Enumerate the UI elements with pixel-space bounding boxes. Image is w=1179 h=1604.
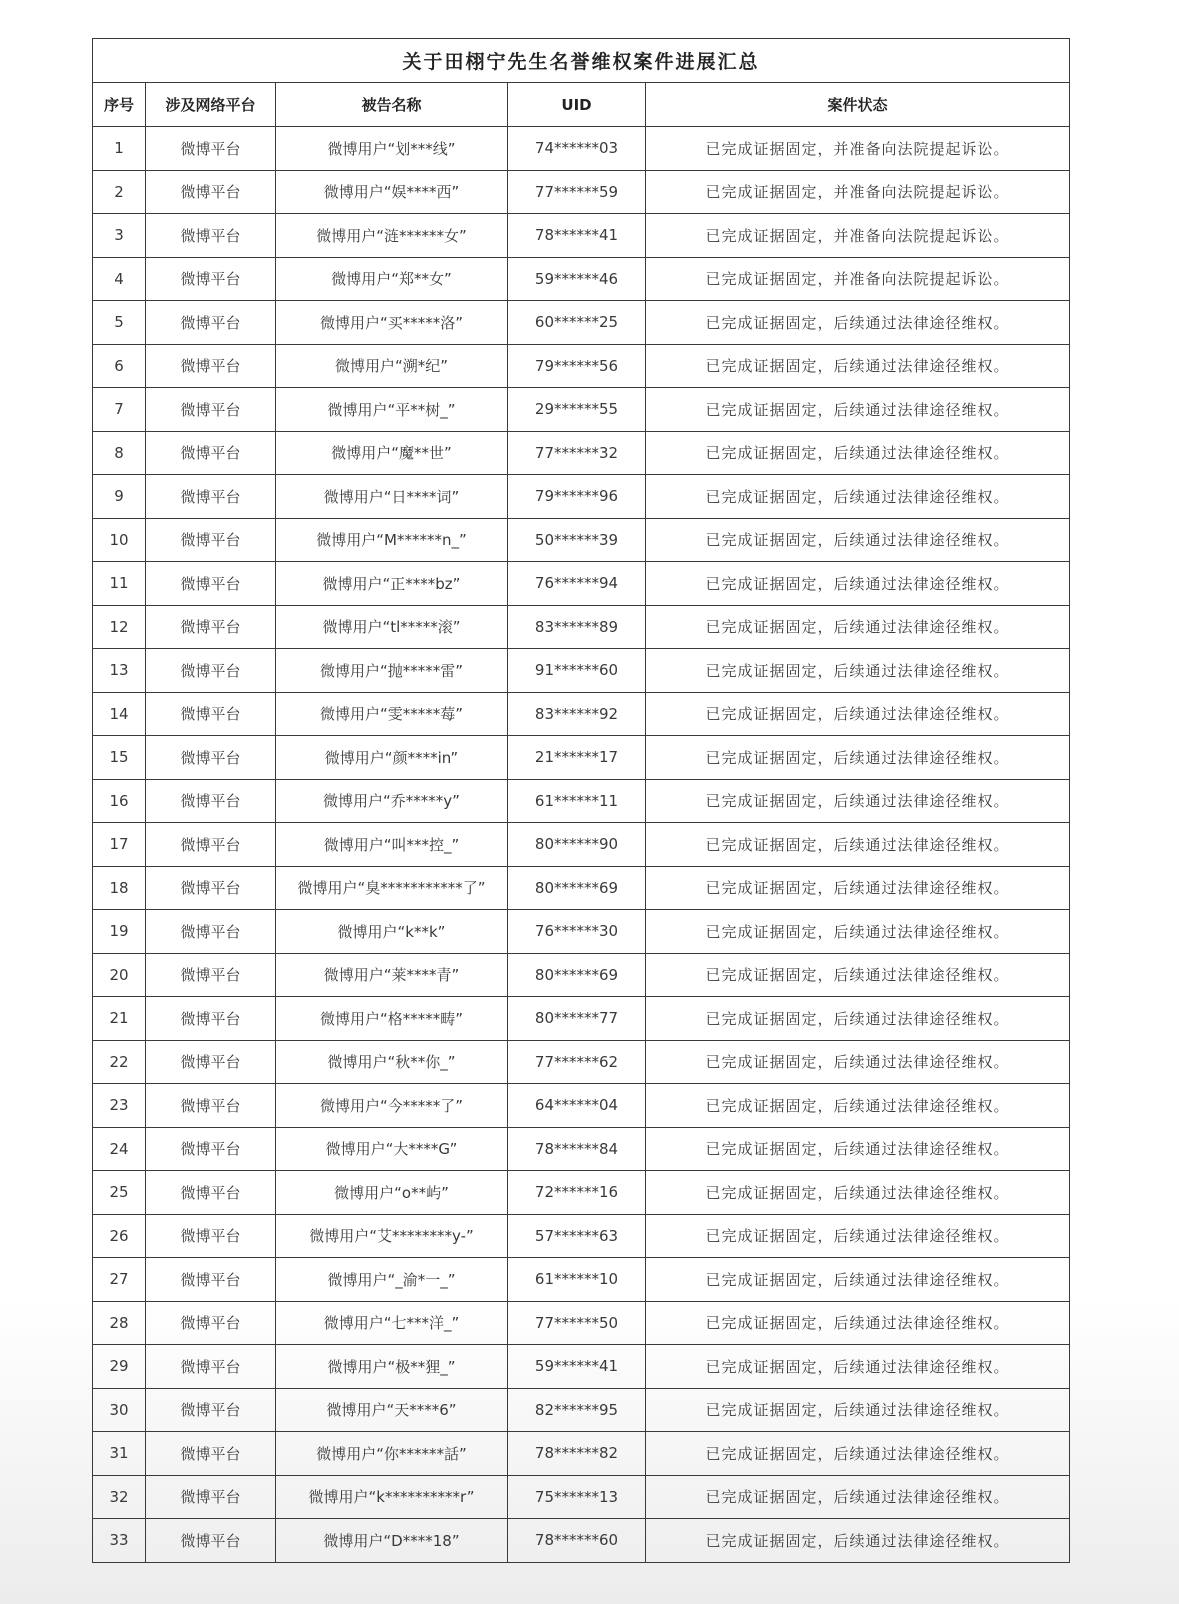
column-header-status: 案件状态: [646, 83, 1070, 127]
table-row: [93, 1084, 1070, 1128]
cell-platform: 微博平台: [146, 953, 276, 997]
cell-uid: 78******60: [508, 1519, 646, 1563]
cell-platform: 微博平台: [146, 388, 276, 432]
cell-platform: 微博平台: [146, 344, 276, 388]
cell-uid: 74******03: [508, 127, 646, 171]
cell-uid: 57******63: [508, 1214, 646, 1258]
cell-status: 已完成证据固定，后续通过法律途径维权。: [646, 518, 1070, 562]
cell-status: 已完成证据固定，后续通过法律途径维权。: [646, 1345, 1070, 1389]
cell-index: 23: [93, 1084, 146, 1128]
table-row: [93, 823, 1070, 867]
cell-platform: 微博平台: [146, 1214, 276, 1258]
cell-status: 已完成证据固定，并准备向法院提起诉讼。: [646, 257, 1070, 301]
cell-index: 20: [93, 953, 146, 997]
cell-status: 已完成证据固定，后续通过法律途径维权。: [646, 1084, 1070, 1128]
case-summary-table: [92, 38, 1070, 1563]
cell-index: 9: [93, 475, 146, 519]
cell-index: 26: [93, 1214, 146, 1258]
table-row: [93, 257, 1070, 301]
cell-defendant: 微博用户“叫***控_”: [276, 823, 508, 867]
cell-defendant: 微博用户“k**k”: [276, 910, 508, 954]
cell-platform: 微博平台: [146, 1301, 276, 1345]
cell-index: 16: [93, 779, 146, 823]
cell-platform: 微博平台: [146, 214, 276, 258]
cell-status: 已完成证据固定，后续通过法律途径维权。: [646, 475, 1070, 519]
table-row: [93, 431, 1070, 475]
cell-index: 13: [93, 649, 146, 693]
table-row: [93, 997, 1070, 1041]
cell-status: 已完成证据固定，并准备向法院提起诉讼。: [646, 170, 1070, 214]
cell-platform: 微博平台: [146, 823, 276, 867]
cell-status: 已完成证据固定，后续通过法律途径维权。: [646, 997, 1070, 1041]
cell-uid: 59******46: [508, 257, 646, 301]
cell-defendant: 微博用户“抛*****雷”: [276, 649, 508, 693]
cell-status: 已完成证据固定，后续通过法律途径维权。: [646, 910, 1070, 954]
cell-uid: 91******60: [508, 649, 646, 693]
cell-defendant: 微博用户“D****18”: [276, 1519, 508, 1563]
cell-index: 12: [93, 605, 146, 649]
cell-index: 4: [93, 257, 146, 301]
cell-defendant: 微博用户“_渝*一_”: [276, 1258, 508, 1302]
cell-uid: 78******82: [508, 1432, 646, 1476]
cell-uid: 76******30: [508, 910, 646, 954]
cell-platform: 微博平台: [146, 910, 276, 954]
cell-index: 11: [93, 562, 146, 606]
cell-defendant: 微博用户“天****6”: [276, 1388, 508, 1432]
cell-uid: 72******16: [508, 1171, 646, 1215]
cell-status: 已完成证据固定，后续通过法律途径维权。: [646, 301, 1070, 345]
cell-uid: 77******62: [508, 1040, 646, 1084]
cell-platform: 微博平台: [146, 562, 276, 606]
cell-defendant: 微博用户“你******話”: [276, 1432, 508, 1476]
cell-index: 10: [93, 518, 146, 562]
cell-platform: 微博平台: [146, 1432, 276, 1476]
cell-uid: 79******96: [508, 475, 646, 519]
cell-index: 7: [93, 388, 146, 432]
table-row: [93, 605, 1070, 649]
cell-status: 已完成证据固定，后续通过法律途径维权。: [646, 1301, 1070, 1345]
cell-index: 28: [93, 1301, 146, 1345]
table-row: [93, 779, 1070, 823]
table-row: [93, 953, 1070, 997]
cell-defendant: 微博用户“秋**你_”: [276, 1040, 508, 1084]
cell-index: 27: [93, 1258, 146, 1302]
cell-uid: 76******94: [508, 562, 646, 606]
table-row: [93, 475, 1070, 519]
cell-defendant: 微博用户“艾********y-”: [276, 1214, 508, 1258]
cell-platform: 微博平台: [146, 736, 276, 780]
cell-platform: 微博平台: [146, 518, 276, 562]
cell-index: 22: [93, 1040, 146, 1084]
cell-status: 已完成证据固定，后续通过法律途径维权。: [646, 823, 1070, 867]
cell-defendant: 微博用户“娱****西”: [276, 170, 508, 214]
table-row: [93, 301, 1070, 345]
table-row: [93, 736, 1070, 780]
cell-platform: 微博平台: [146, 649, 276, 693]
cell-index: 19: [93, 910, 146, 954]
cell-defendant: 微博用户“k**********r”: [276, 1475, 508, 1519]
cell-index: 33: [93, 1519, 146, 1563]
cell-status: 已完成证据固定，后续通过法律途径维权。: [646, 692, 1070, 736]
column-header-uid: UID: [508, 83, 646, 127]
cell-uid: 61******10: [508, 1258, 646, 1302]
cell-defendant: 微博用户“溯*纪”: [276, 344, 508, 388]
cell-platform: 微博平台: [146, 692, 276, 736]
document-title: 关于田栩宁先生名誉维权案件进展汇总: [93, 39, 1070, 83]
cell-defendant: 微博用户“格*****畴”: [276, 997, 508, 1041]
table-row: [93, 214, 1070, 258]
column-header-defendant: 被告名称: [276, 83, 508, 127]
cell-index: 8: [93, 431, 146, 475]
cell-platform: 微博平台: [146, 257, 276, 301]
cell-status: 已完成证据固定，后续通过法律途径维权。: [646, 562, 1070, 606]
cell-uid: 50******39: [508, 518, 646, 562]
cell-uid: 75******13: [508, 1475, 646, 1519]
cell-index: 6: [93, 344, 146, 388]
cell-uid: 79******56: [508, 344, 646, 388]
table-row: [93, 1301, 1070, 1345]
cell-uid: 61******11: [508, 779, 646, 823]
table-row: [93, 910, 1070, 954]
cell-defendant: 微博用户“魔**世”: [276, 431, 508, 475]
cell-status: 已完成证据固定，后续通过法律途径维权。: [646, 1432, 1070, 1476]
cell-uid: 78******84: [508, 1127, 646, 1171]
title-row: [93, 39, 1070, 83]
table-row: [93, 1258, 1070, 1302]
cell-status: 已完成证据固定，后续通过法律途径维权。: [646, 1258, 1070, 1302]
table-row: [93, 1475, 1070, 1519]
cell-uid: 80******90: [508, 823, 646, 867]
cell-index: 21: [93, 997, 146, 1041]
table-row: [93, 1345, 1070, 1389]
cell-defendant: 微博用户“正****bz”: [276, 562, 508, 606]
cell-index: 24: [93, 1127, 146, 1171]
cell-platform: 微博平台: [146, 127, 276, 171]
cell-defendant: 微博用户“莱****青”: [276, 953, 508, 997]
cell-defendant: 微博用户“划***线”: [276, 127, 508, 171]
cell-index: 18: [93, 866, 146, 910]
column-header-platform: 涉及网络平台: [146, 83, 276, 127]
cell-defendant: 微博用户“今*****了”: [276, 1084, 508, 1128]
table-row: [93, 692, 1070, 736]
cell-index: 1: [93, 127, 146, 171]
cell-platform: 微博平台: [146, 866, 276, 910]
cell-status: 已完成证据固定，后续通过法律途径维权。: [646, 1040, 1070, 1084]
table-row: [93, 388, 1070, 432]
cell-uid: 77******50: [508, 1301, 646, 1345]
cell-defendant: 微博用户“乔*****y”: [276, 779, 508, 823]
table-row: [93, 170, 1070, 214]
column-header-index: 序号: [93, 83, 146, 127]
cell-platform: 微博平台: [146, 475, 276, 519]
cell-uid: 83******92: [508, 692, 646, 736]
cell-index: 31: [93, 1432, 146, 1476]
cell-uid: 29******55: [508, 388, 646, 432]
cell-platform: 微博平台: [146, 1475, 276, 1519]
cell-defendant: 微博用户“平**树_”: [276, 388, 508, 432]
cell-index: 25: [93, 1171, 146, 1215]
cell-defendant: 微博用户“臭***********了”: [276, 866, 508, 910]
cell-status: 已完成证据固定，后续通过法律途径维权。: [646, 866, 1070, 910]
cell-status: 已完成证据固定，后续通过法律途径维权。: [646, 388, 1070, 432]
cell-uid: 60******25: [508, 301, 646, 345]
cell-index: 17: [93, 823, 146, 867]
cell-uid: 64******04: [508, 1084, 646, 1128]
cell-index: 3: [93, 214, 146, 258]
table-body: [93, 127, 1070, 1563]
cell-index: 30: [93, 1388, 146, 1432]
cell-status: 已完成证据固定，并准备向法院提起诉讼。: [646, 214, 1070, 258]
cell-uid: 80******69: [508, 953, 646, 997]
cell-platform: 微博平台: [146, 431, 276, 475]
cell-defendant: 微博用户“七***洋_”: [276, 1301, 508, 1345]
cell-platform: 微博平台: [146, 1258, 276, 1302]
cell-defendant: 微博用户“郑**女”: [276, 257, 508, 301]
cell-status: 已完成证据固定，后续通过法律途径维权。: [646, 736, 1070, 780]
cell-status: 已完成证据固定，后续通过法律途径维权。: [646, 1475, 1070, 1519]
cell-index: 5: [93, 301, 146, 345]
table-row: [93, 127, 1070, 171]
cell-uid: 83******89: [508, 605, 646, 649]
cell-status: 已完成证据固定，后续通过法律途径维权。: [646, 1519, 1070, 1563]
table-row: [93, 518, 1070, 562]
table-row: [93, 649, 1070, 693]
cell-defendant: 微博用户“tl*****滚”: [276, 605, 508, 649]
cell-index: 29: [93, 1345, 146, 1389]
table-row: [93, 1214, 1070, 1258]
table-row: [93, 562, 1070, 606]
cell-platform: 微博平台: [146, 1127, 276, 1171]
cell-platform: 微博平台: [146, 605, 276, 649]
cell-status: 已完成证据固定，后续通过法律途径维权。: [646, 779, 1070, 823]
cell-platform: 微博平台: [146, 1171, 276, 1215]
cell-defendant: 微博用户“o**屿”: [276, 1171, 508, 1215]
cell-status: 已完成证据固定，后续通过法律途径维权。: [646, 1171, 1070, 1215]
cell-uid: 82******95: [508, 1388, 646, 1432]
cell-platform: 微博平台: [146, 997, 276, 1041]
cell-index: 2: [93, 170, 146, 214]
table-row: [93, 1519, 1070, 1563]
cell-status: 已完成证据固定，后续通过法律途径维权。: [646, 344, 1070, 388]
table-row: [93, 866, 1070, 910]
table-row: [93, 1127, 1070, 1171]
cell-uid: 78******41: [508, 214, 646, 258]
cell-status: 已完成证据固定，后续通过法律途径维权。: [646, 1214, 1070, 1258]
cell-platform: 微博平台: [146, 301, 276, 345]
cell-status: 已完成证据固定，后续通过法律途径维权。: [646, 1127, 1070, 1171]
cell-platform: 微博平台: [146, 1345, 276, 1389]
cell-index: 15: [93, 736, 146, 780]
table-row: [93, 1432, 1070, 1476]
cell-index: 32: [93, 1475, 146, 1519]
cell-uid: 80******69: [508, 866, 646, 910]
cell-uid: 80******77: [508, 997, 646, 1041]
cell-defendant: 微博用户“M******n_”: [276, 518, 508, 562]
cell-defendant: 微博用户“雯*****莓”: [276, 692, 508, 736]
cell-uid: 77******32: [508, 431, 646, 475]
cell-status: 已完成证据固定，后续通过法律途径维权。: [646, 431, 1070, 475]
cell-status: 已完成证据固定，并准备向法院提起诉讼。: [646, 127, 1070, 171]
table-row: [93, 1040, 1070, 1084]
cell-platform: 微博平台: [146, 779, 276, 823]
cell-platform: 微博平台: [146, 1519, 276, 1563]
cell-platform: 微博平台: [146, 1084, 276, 1128]
cell-status: 已完成证据固定，后续通过法律途径维权。: [646, 649, 1070, 693]
cell-status: 已完成证据固定，后续通过法律途径维权。: [646, 953, 1070, 997]
table-row: [93, 1388, 1070, 1432]
cell-platform: 微博平台: [146, 1040, 276, 1084]
cell-uid: 59******41: [508, 1345, 646, 1389]
cell-platform: 微博平台: [146, 170, 276, 214]
cell-uid: 21******17: [508, 736, 646, 780]
cell-status: 已完成证据固定，后续通过法律途径维权。: [646, 605, 1070, 649]
header-row: [93, 83, 1070, 127]
cell-status: 已完成证据固定，后续通过法律途径维权。: [646, 1388, 1070, 1432]
cell-defendant: 微博用户“日****词”: [276, 475, 508, 519]
cell-index: 14: [93, 692, 146, 736]
cell-defendant: 微博用户“极**狸_”: [276, 1345, 508, 1389]
cell-platform: 微博平台: [146, 1388, 276, 1432]
cell-uid: 77******59: [508, 170, 646, 214]
cell-defendant: 微博用户“涟******女”: [276, 214, 508, 258]
cell-defendant: 微博用户“买*****洛”: [276, 301, 508, 345]
table-row: [93, 1171, 1070, 1215]
cell-defendant: 微博用户“大****G”: [276, 1127, 508, 1171]
table-row: [93, 344, 1070, 388]
cell-defendant: 微博用户“颜****in”: [276, 736, 508, 780]
